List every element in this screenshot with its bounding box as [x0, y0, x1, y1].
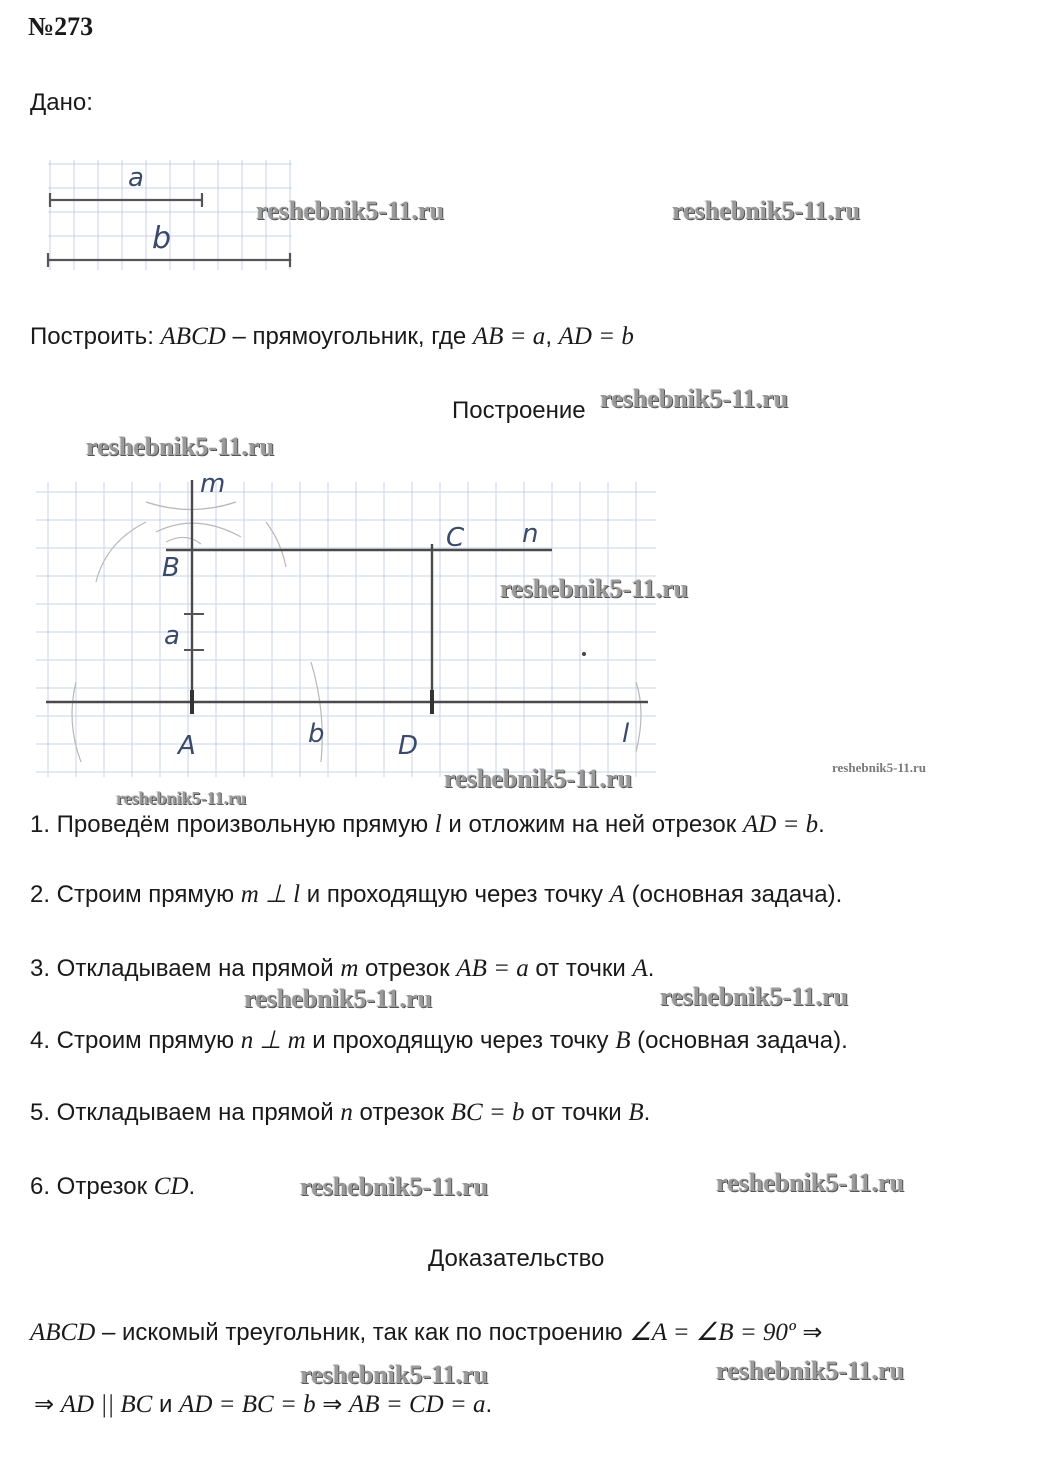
task-statement: [30, 322, 634, 352]
proof-line-2: [34, 1390, 492, 1420]
proof-line-1: [30, 1318, 822, 1348]
step-math: B: [615, 1027, 631, 1054]
step-text: и отложим на ней отрезок: [441, 811, 743, 838]
step-1: [30, 810, 825, 840]
task-middle: – прямоугольник, где: [225, 323, 473, 350]
watermark: reshebnik5-11.ru: [660, 982, 849, 1011]
step-5: [30, 1098, 650, 1128]
label-n: n: [522, 519, 539, 549]
watermark: reshebnik5-11.ru: [300, 1172, 489, 1201]
label-C: C: [446, 523, 465, 553]
label-D: D: [398, 731, 419, 761]
problem-number: №273: [28, 12, 94, 41]
implies-arrow: ⇒: [795, 1319, 823, 1346]
watermark: reshebnik5-11.ru: [716, 1168, 905, 1197]
step-math: BC = b: [450, 1099, 525, 1126]
watermark: reshebnik5-11.ru: [600, 384, 789, 413]
label-a: a: [164, 621, 180, 651]
watermark: reshebnik5-11.ru: [300, 1360, 489, 1389]
step-text: (основная задача).: [624, 881, 843, 908]
step-number: 3.: [30, 955, 51, 982]
proof-title: Доказательство: [428, 1245, 605, 1272]
step-text: .: [643, 1099, 651, 1126]
construction-figure: [36, 462, 666, 782]
implies-arrow: ⇒: [34, 1391, 61, 1418]
step-text: Строим прямую: [50, 881, 241, 908]
step-text: Откладываем на прямой: [50, 955, 341, 982]
step-3: [30, 954, 654, 984]
label-l: l: [622, 719, 630, 749]
task-ab: AB = a: [472, 323, 546, 350]
step-number: 2.: [30, 881, 51, 908]
step-math: A: [609, 881, 625, 908]
proof-text: и: [152, 1391, 180, 1418]
step-math: l: [434, 811, 442, 838]
given-label-b: b: [152, 221, 172, 256]
step-text: Откладываем на прямой: [50, 1099, 341, 1126]
watermark-medium: reshebnik5-11.ru: [116, 788, 247, 808]
step-math: m: [340, 955, 359, 982]
task-figure: ABCD: [160, 323, 226, 350]
step-4: [30, 1026, 848, 1056]
step-math: AD = b: [742, 811, 819, 838]
step-text: отрезок: [352, 1099, 451, 1126]
step-6: [30, 1172, 195, 1202]
label-B: B: [162, 553, 180, 583]
step-2: [30, 880, 842, 910]
step-number: 4.: [30, 1027, 51, 1054]
step-math: A: [632, 955, 648, 982]
step-text: от точки: [528, 955, 633, 982]
proof-equality: AB = CD = a: [349, 1391, 486, 1418]
step-number: 6.: [30, 1173, 51, 1200]
watermark: reshebnik5-11.ru: [444, 764, 633, 793]
step-text: Строим прямую: [50, 1027, 241, 1054]
watermark: reshebnik5-11.ru: [86, 432, 275, 461]
proof-figure: ABCD: [30, 1319, 96, 1346]
step-text: (основная задача).: [630, 1027, 848, 1054]
watermark: reshebnik5-11.ru: [244, 984, 433, 1013]
step-text: Проведём произвольную прямую: [50, 811, 435, 838]
step-number: 1.: [30, 811, 51, 838]
implies-arrow: ⇒: [315, 1391, 350, 1418]
given-label-a: a: [128, 163, 144, 193]
proof-parallel: AD || BC: [60, 1391, 153, 1418]
watermark: reshebnik5-11.ru: [256, 196, 445, 225]
step-math: n: [340, 1099, 353, 1126]
watermark: reshebnik5-11.ru: [500, 574, 689, 603]
step-text: .: [188, 1173, 196, 1200]
step-math: CD: [153, 1173, 189, 1200]
step-math: m ⊥ l: [240, 881, 301, 908]
step-number: 5.: [30, 1099, 51, 1126]
step-text: .: [818, 811, 825, 838]
step-math: AB = a: [456, 955, 529, 982]
task-prefix: Построить:: [30, 323, 161, 350]
grid: [36, 482, 656, 777]
watermark-small: reshebnik5-11.ru: [832, 760, 927, 775]
label-m: m: [200, 469, 226, 499]
proof-text: – искомый треугольник, так как по построению: [95, 1319, 630, 1346]
task-comma: ,: [545, 323, 559, 350]
proof-equality: AD = BC = b: [179, 1391, 316, 1418]
step-text: .: [647, 955, 655, 982]
task-ad: AD = b: [558, 323, 634, 350]
construction-title: Построение: [452, 397, 586, 424]
given-label: Дано:: [30, 89, 93, 116]
watermark: reshebnik5-11.ru: [716, 1356, 905, 1385]
watermark: reshebnik5-11.ru: [672, 196, 861, 225]
step-text: и проходящую через точку: [305, 1027, 616, 1054]
step-text: Отрезок: [50, 1173, 154, 1200]
label-A: A: [178, 731, 196, 761]
step-text: от точки: [524, 1099, 629, 1126]
step-math: B: [628, 1099, 644, 1126]
label-b: b: [308, 719, 325, 749]
proof-angles: ∠A = ∠B = 90º: [629, 1319, 796, 1346]
step-text: отрезок: [358, 955, 457, 982]
step-math: n ⊥ m: [240, 1027, 306, 1054]
step-text: и проходящую через точку: [300, 881, 610, 908]
proof-text: .: [485, 1391, 493, 1418]
